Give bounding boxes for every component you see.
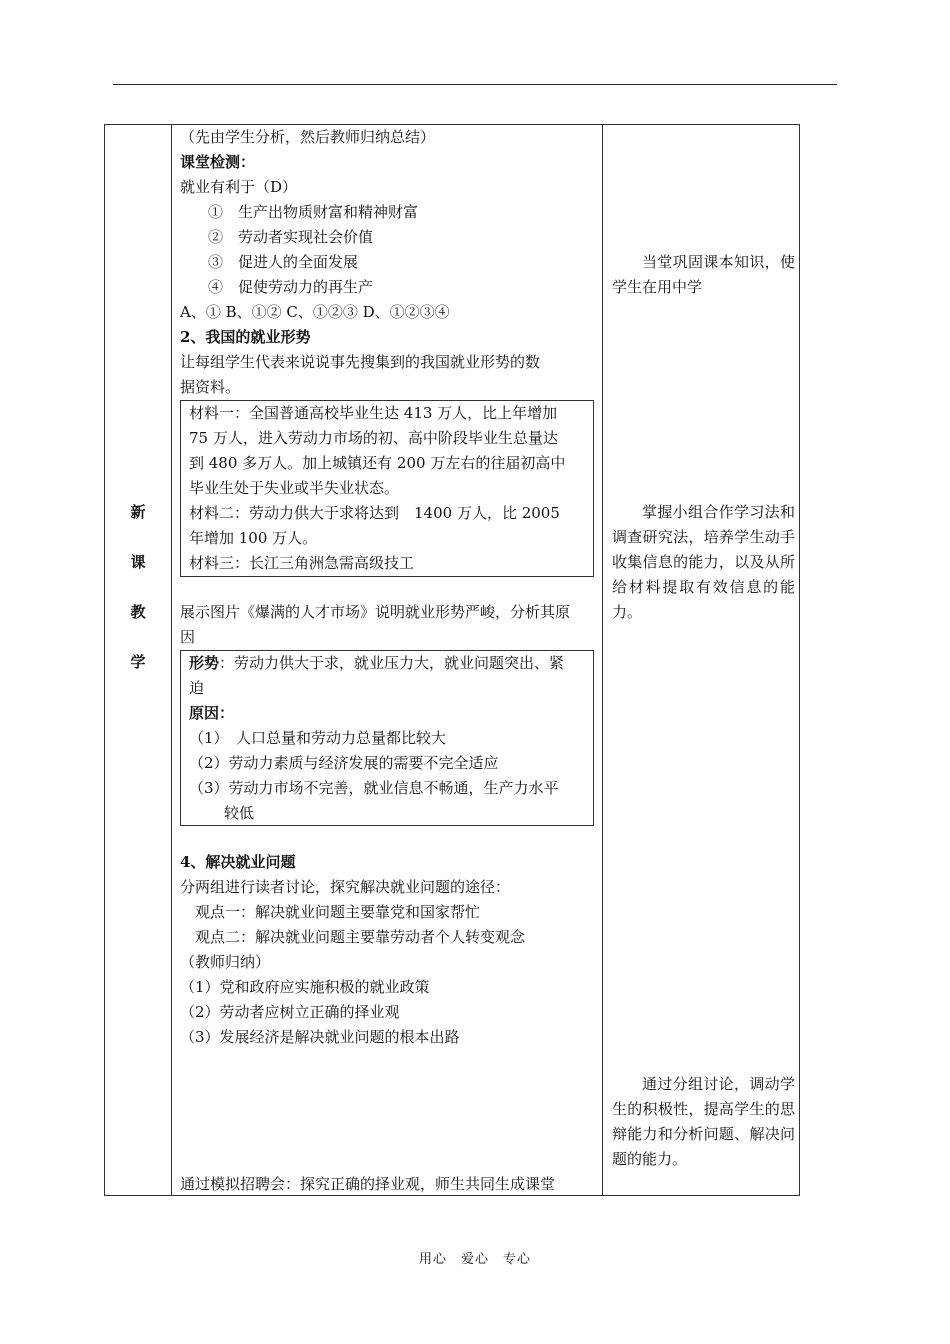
- section4-line: （教师归纳）: [180, 953, 271, 971]
- note-2: [612, 500, 795, 625]
- material-line: 年增加 100 万人。: [189, 529, 318, 547]
- note-text: 通过分组讨论，调动学生的积极性，提高学生的思辩能力和分析问题、解决问题的能力。: [612, 1075, 795, 1168]
- answer-choices: A、① B、①② C、①②③ D、①②③④: [180, 303, 450, 321]
- reason-item: （3）劳动力市场不完善，就业信息不畅通，生产力水平: [189, 779, 559, 797]
- section4-heading: 4、解决就业问题: [180, 853, 296, 871]
- column-divider-1: [171, 125, 172, 1195]
- situation-box: [180, 650, 594, 826]
- reason-item: 较低: [224, 804, 255, 822]
- section4-line: （2）劳动者应树立正确的择业观: [180, 1003, 400, 1021]
- column-divider-2: [602, 125, 603, 1195]
- note-text: 当堂巩固课本知识，使学生在用中学: [612, 253, 795, 296]
- lesson-table: [104, 124, 800, 1196]
- question-text: 就业有利于（D）: [180, 178, 298, 196]
- section-label-char-2: 课: [130, 553, 146, 571]
- note-3: [612, 1072, 795, 1172]
- section2-text-line: 据资料。: [180, 378, 241, 396]
- section2-heading: 2、我国的就业形势: [180, 328, 311, 346]
- option-item: ② 劳动者实现社会价值: [208, 228, 374, 246]
- situation-text-cont: 迫: [189, 679, 205, 697]
- page-footer: 用心 爱心 专心: [418, 1252, 531, 1267]
- intro-text: （先由学生分析，然后教师归纳总结）: [180, 128, 436, 146]
- section4-line: 观点二：解决就业问题主要靠劳动者个人转变观念: [195, 928, 526, 946]
- material-line: 材料二：劳动力供大于求将达到 1400 万人，比 2005: [189, 504, 560, 522]
- section4-line: 分两组进行读者讨论，探究解决就业问题的途径：: [180, 878, 511, 896]
- last-line: 通过模拟招聘会：探究正确的择业观，师生共同生成课堂: [180, 1175, 556, 1193]
- situation-text: ：劳动力供大于求，就业压力大，就业问题突出、紧: [219, 654, 565, 672]
- option-item: ④ 促使劳动力的再生产: [208, 278, 374, 296]
- reason-label: 原因：: [189, 704, 235, 722]
- section4-line: （1）党和政府应实施积极的就业政策: [180, 978, 430, 996]
- section-label-char-3: 教: [130, 603, 146, 621]
- material-line: 毕业生处于失业或半失业状态。: [189, 479, 400, 497]
- option-item: ③ 促进人的全面发展: [208, 253, 359, 271]
- section4-line: 观点一：解决就业问题主要靠党和国家帮忙: [195, 903, 481, 921]
- check-heading: 课堂检测：: [180, 153, 256, 171]
- reason-item: （2）劳动力素质与经济发展的需要不完全适应: [189, 754, 499, 772]
- section-label-char-4: 学: [130, 653, 146, 671]
- situation-label: 形势: [189, 654, 220, 672]
- main-content: [180, 125, 600, 1195]
- material-line: 材料三：长江三角洲急需高级技工: [189, 554, 415, 572]
- section-label-char-1: 新: [130, 503, 146, 521]
- reason-item: （1） 人口总量和劳动力总量都比较大: [189, 729, 447, 747]
- material-line: 75 万人，进入劳动力市场的初、高中阶段毕业生总量达: [189, 429, 558, 447]
- option-item: ① 生产出物质财富和精神财富: [208, 203, 419, 221]
- note-1: [612, 250, 795, 300]
- note-text: 掌握小组合作学习法和调查研究法，培养学生动手收集信息的能力，以及从所给材料提取有效信息的能力。: [612, 503, 795, 621]
- picture-text-line: 因: [180, 628, 196, 646]
- situation-line: [189, 651, 564, 676]
- header-rule: [113, 84, 837, 85]
- material-line: 材料一：全国普通高校毕业生达 413 万人，比上年增加: [189, 404, 558, 422]
- material-line: 到 480 多万人。加上城镇还有 200 万左右的往届初高中: [189, 454, 566, 472]
- section2-text-line: 让每组学生代表来说说事先搜集到的我国就业形势的数: [180, 353, 541, 371]
- materials-box: [180, 400, 594, 577]
- picture-text-line: 展示图片《爆满的人才市场》说明就业形势严峻，分析其原: [180, 603, 571, 621]
- section4-line: （3）发展经济是解决就业问题的根本出路: [180, 1028, 460, 1046]
